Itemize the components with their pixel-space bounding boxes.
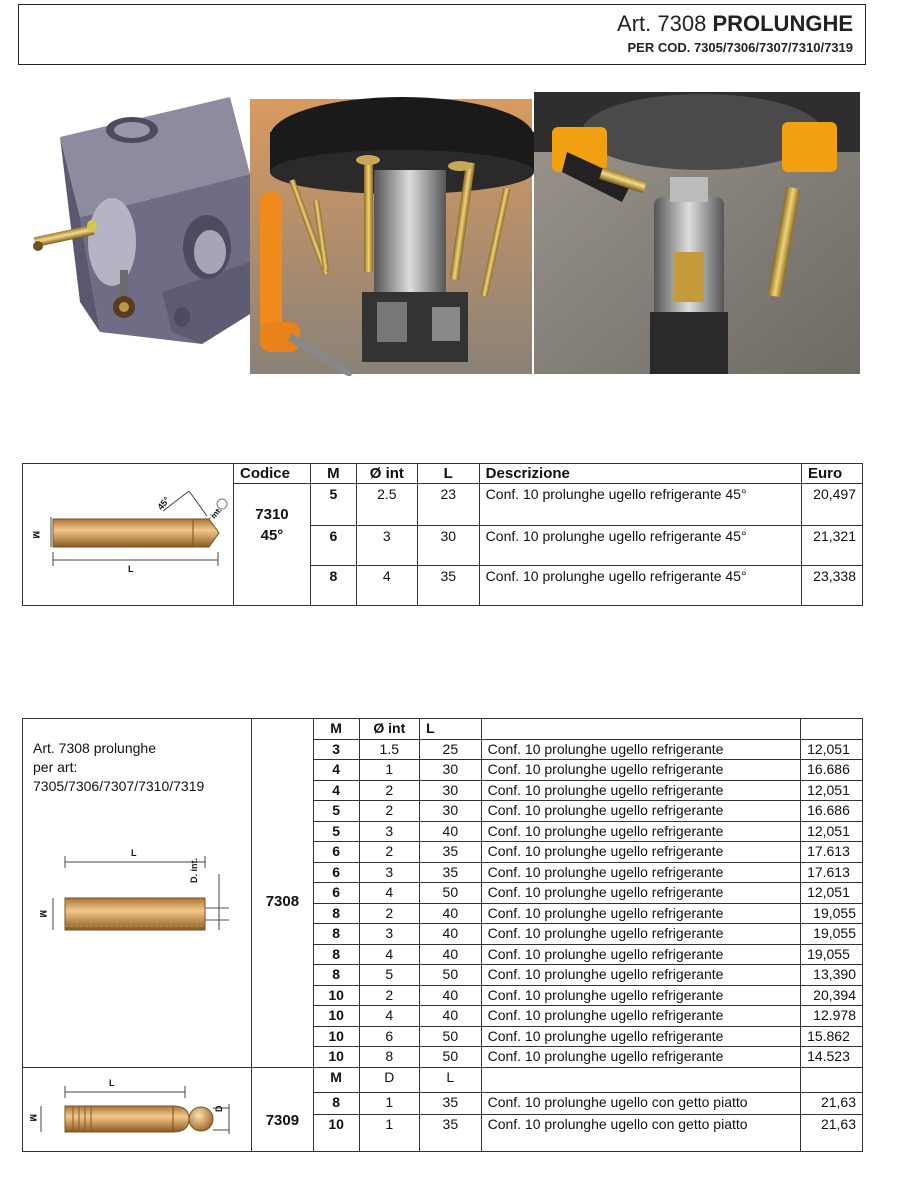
header-m: M [313, 719, 359, 740]
table-row: 10 [313, 1026, 359, 1047]
table-row: 10 [313, 1115, 359, 1151]
table-7310: M int. 45° L Codice M Ø int L Descrizione Euro 7310 45° 5 2.5 23 Conf. 10 prolunghe ugello refrigerante 45° 20,497 6 3 30 Conf. 10 prolunghe ugello refrigerante 45° 21,321 8 4 35 Conf. 10 prolunghe ugello refrigerante 45° 23,338 [22, 463, 863, 606]
label-l: L [128, 564, 134, 574]
label-dint: D. int. [189, 858, 199, 883]
header-l: L [420, 719, 482, 740]
header-m: M [310, 464, 356, 484]
header-l: L [417, 464, 479, 484]
photo-mill-nozzles [250, 97, 534, 374]
table-row: 5 [310, 484, 356, 526]
label-l: L [131, 848, 137, 858]
table-7308-7309: Art. 7308 prolunghe per art: 7305/7306/7307/7310/7319 L D. int. M 7308 M Ø int L 3 1.5 25 Conf. 10 prolunghe ugello refrigerante 12,051 4 1 30 Conf. 10 prolunghe ugello refrigerante 16.686 4 2 30 Conf. 10 prolunghe ugello refrigerante 12,051 5 2 30 Conf. 10 prolunghe ugello refrigerante 16.686 5 3 40 Conf. 10 prolunghe ugello refrigerante 12,051 6 2 35 Conf. 10 prolunghe ugello refrigerante 17.613 6 3 35 Conf. 10 prolunghe ugello refrigerante 17.613 6 4 50 Conf. 10 prolunghe ugello refrigerante 12,051 8 2 40 Conf. 10 prolunghe ugello refrigerante 19,055 8 3 40 Conf. 10 prolunghe ugello refrigerante 19,055 8 4 40 Conf. 10 prolunghe ugello refrigerante 19,055 8 5 50 Conf. 10 prolunghe ugello refrigerante 13,390 10 2 40 Conf. 10 prolunghe ugello refrigerante 20,394 10 4 40 Conf. 10 prolunghe ugello refrigerante 12.978 10 6 50 Conf. 10 prolunghe ugello refrigerante 15.862 10 8 50 Conf. 10 prolunghe ugello refrigerante 14.523 L M D 7309 M D L 8 1 35 Conf. 10 prolunghe ugello con getto piatto 21,63 10 1 35 Conf. 10 prolunghe ugello con getto piatto 21,63 [22, 718, 863, 1152]
page-title: Art. 7308 PROLUNGHE [617, 11, 853, 36]
product-photos [22, 92, 862, 376]
table-row: 6 [310, 526, 356, 566]
label-m: M [38, 910, 48, 918]
header-codice: Codice [233, 464, 310, 484]
drawing-7310 [23, 464, 234, 606]
label-m: M [31, 531, 41, 539]
article-7308-description: Art. 7308 prolunghe per art: 7305/7306/7307/7310/7319 L D. int. M [23, 719, 252, 1068]
header-l: L [420, 1067, 482, 1093]
code-7309: 7309 [252, 1067, 314, 1151]
header-d: D [359, 1067, 420, 1093]
photo-holder-closeup [534, 92, 860, 374]
label-d: D [214, 1105, 224, 1112]
table-row: 10 [313, 1006, 359, 1027]
table-row: 5 [313, 821, 359, 842]
header-descrizione: Descrizione [479, 464, 801, 484]
header-euro: Euro [801, 464, 862, 484]
table-row: 8 [313, 1093, 359, 1115]
table-row: 8 [313, 903, 359, 924]
table-row: 8 [313, 944, 359, 965]
header-dint: Ø int [356, 464, 417, 484]
label-m: M [28, 1113, 38, 1121]
photo-block-render [33, 97, 250, 344]
drawing-7308 [33, 844, 243, 944]
table-row: 4 [313, 780, 359, 801]
header-m: M [313, 1067, 359, 1093]
code-7308: 7308 [252, 719, 314, 1068]
table-row: 8 [313, 924, 359, 945]
label-angle: 45° [155, 494, 172, 512]
drawing-7309 [23, 1067, 252, 1151]
table-row: 6 [313, 842, 359, 863]
header-dint: Ø int [359, 719, 420, 740]
label-l: L [109, 1077, 115, 1088]
table-row: 8 [313, 965, 359, 986]
table-row: 8 [310, 566, 356, 606]
label-int: int. [209, 505, 224, 521]
table-row: 3 [313, 739, 359, 760]
code-7310-cell: 7310 45° [233, 484, 310, 606]
table-row: 10 [313, 1047, 359, 1068]
page-header [18, 4, 866, 65]
table-row: 4 [313, 760, 359, 781]
table-row: 6 [313, 883, 359, 904]
table-row: 6 [313, 862, 359, 883]
table-row: 5 [313, 801, 359, 822]
page-subtitle: PER COD. 7305/7306/7307/7310/7319 [627, 40, 853, 55]
table-row: 10 [313, 985, 359, 1006]
